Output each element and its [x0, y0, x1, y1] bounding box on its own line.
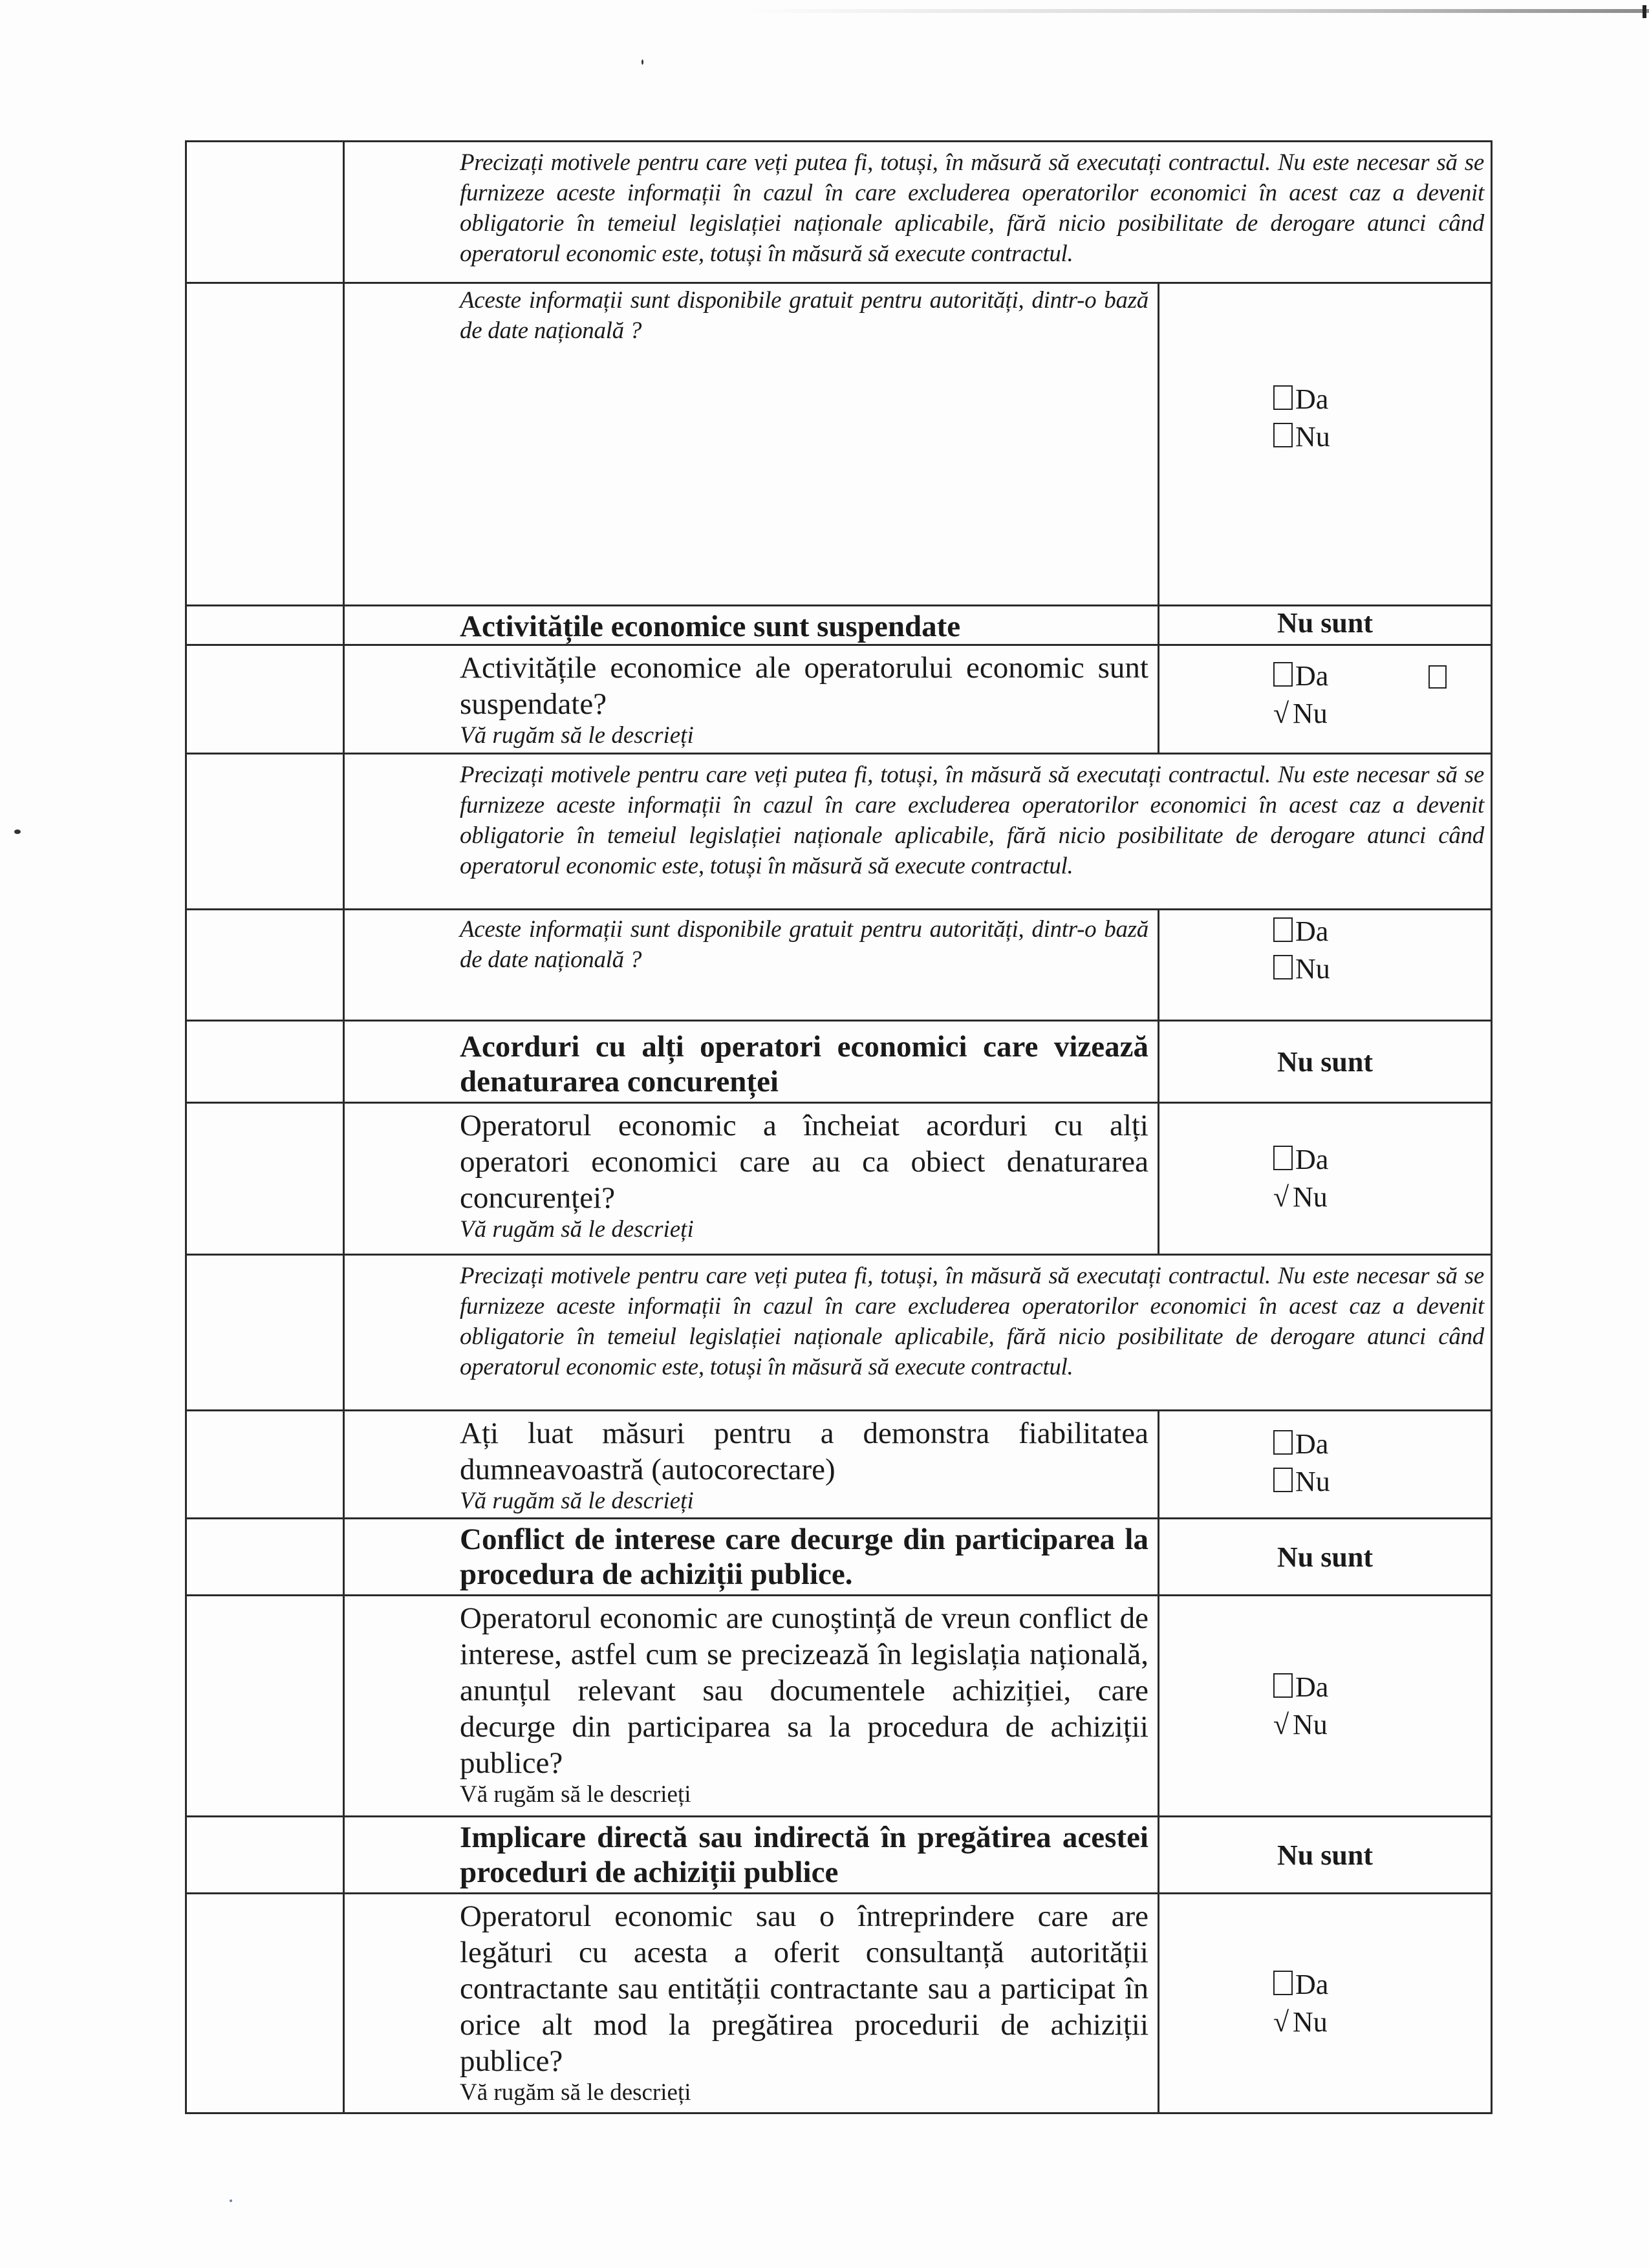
describe-prompt: Vă rugăm să le descrieți	[460, 722, 694, 749]
note-cell	[344, 754, 1492, 910]
answer-cell	[1159, 1411, 1492, 1519]
option-nu[interactable]: √ Nu	[1159, 2004, 1491, 2041]
option-nu[interactable]: √ Nu	[1159, 1706, 1491, 1744]
option-da[interactable]: Da	[1159, 1966, 1491, 2004]
checkbox-icon[interactable]	[1273, 423, 1293, 447]
row-number-cell	[186, 142, 344, 283]
question-cell	[344, 910, 1159, 1021]
section-answer-cell	[1159, 1519, 1492, 1596]
question-text: Operatorul economic are cunoștință de vreun conflict de interese, astfel cum se precizează în legislația națională, anunțul relevant sau documentele achiziției, care decurge din participarea sa la procedura de achiziții publice?	[460, 1601, 1148, 1780]
scan-speck	[14, 829, 21, 834]
question-cell	[344, 1894, 1159, 2113]
question-cell	[344, 1103, 1159, 1255]
checkbox-icon[interactable]	[1273, 1468, 1293, 1492]
option-nu[interactable]: √ Nu	[1159, 1179, 1491, 1216]
note-cell	[344, 142, 1492, 283]
scan-speck	[230, 2199, 232, 2202]
table-row	[186, 606, 1492, 645]
row-number-cell	[186, 1596, 344, 1817]
database-question-text: Aceste informații sunt disponibile gratuit pentru autorități, dintr-o bază de date națională ?	[460, 916, 1148, 973]
checkbox-icon[interactable]	[1273, 385, 1293, 410]
table-row	[186, 1103, 1492, 1255]
table-row	[186, 1021, 1492, 1103]
row-number-cell	[186, 1411, 344, 1519]
checkbox-icon[interactable]	[1273, 1430, 1293, 1455]
question-text: Ați luat măsuri pentru a demonstra fiabilitatea dumneavoastră (autocorectare)	[460, 1417, 1148, 1486]
checkbox-icon[interactable]	[1273, 662, 1293, 687]
checkbox-icon[interactable]	[1273, 1146, 1293, 1170]
database-question-text: Aceste informații sunt disponibile gratuit pentru autorități, dintr-o bază de date națională ?	[460, 287, 1148, 344]
checkmark-icon[interactable]: √	[1273, 698, 1289, 729]
row-number-cell	[186, 754, 344, 910]
extra-checkbox-icon[interactable]	[1428, 665, 1447, 689]
describe-prompt: Vă rugăm să le descrieți	[460, 1216, 694, 1243]
checkbox-icon[interactable]	[1273, 1673, 1293, 1698]
note-text: Precizați motivele pentru care veți putea fi, totuși, în măsură să executați contractul. Nu este necesar să se furnizeze aceste informații în cazul în care excluderea operatorilor economici în acest caz a devenit obligatorie în temeiul legislației naționale aplicabile, fără nicio posibilitate de derogare atunci când operatorul economic este, totuși în măsură să execute contractul.	[460, 762, 1485, 879]
table-row	[186, 1894, 1492, 2113]
checkmark-icon[interactable]: √	[1273, 1708, 1289, 1740]
section-answer: Nu sunt	[1277, 1839, 1373, 1871]
option-da[interactable]: Da	[1159, 913, 1491, 950]
section-heading-cell	[344, 1021, 1159, 1103]
scan-edge-shadow	[744, 9, 1649, 13]
table-row	[186, 1411, 1492, 1519]
note-text: Precizați motivele pentru care veți putea fi, totuși, în măsură să executați contractul. Nu este necesar să se furnizeze aceste informații în cazul în care excluderea operatorilor economici în acest caz a devenit obligatorie în temeiul legislației naționale aplicabile, fără nicio posibilitate de derogare atunci când operatorul economic este, totuși în măsură să execute contractul.	[460, 149, 1485, 267]
answer-cell	[1159, 910, 1492, 1021]
table-row	[186, 1255, 1492, 1411]
table-row	[186, 1817, 1492, 1894]
row-number-cell	[186, 1894, 344, 2113]
answer-cell	[1159, 283, 1492, 606]
question-text: Operatorul economic a încheiat acorduri cu alți operatori economici care au ca obiect denaturarea concurenței?	[460, 1109, 1148, 1215]
table-row	[186, 1596, 1492, 1817]
table-row	[186, 910, 1492, 1021]
row-number-cell	[186, 1103, 344, 1255]
option-da[interactable]: Da	[1159, 1141, 1491, 1179]
describe-prompt: Vă rugăm să le descrieți	[460, 1781, 691, 1808]
section-answer-cell	[1159, 1021, 1492, 1103]
checkmark-icon[interactable]: √	[1273, 1181, 1289, 1213]
checkmark-icon[interactable]: √	[1273, 2006, 1289, 2038]
section-heading: Conflict de interese care decurge din participarea la procedura de achiziții publice.	[460, 1523, 1148, 1591]
option-da[interactable]: Da	[1159, 1669, 1491, 1706]
describe-prompt: Vă rugăm să le descrieți	[460, 2079, 691, 2106]
checkbox-icon[interactable]	[1273, 955, 1293, 979]
option-nu[interactable]: Nu	[1159, 1463, 1491, 1501]
row-number-cell	[186, 606, 344, 645]
section-heading-cell	[344, 1817, 1159, 1894]
row-number-cell	[186, 1519, 344, 1596]
section-answer: Nu sunt	[1277, 607, 1373, 639]
answer-cell	[1159, 1894, 1492, 2113]
option-nu[interactable]: Nu	[1159, 950, 1491, 988]
question-cell	[344, 283, 1159, 606]
answer-cell	[1159, 1596, 1492, 1817]
row-number-cell	[186, 1817, 344, 1894]
checkbox-icon[interactable]	[1273, 1971, 1293, 1995]
describe-prompt: Vă rugăm să le descrieți	[460, 1488, 694, 1514]
question-text: Activitățile economice ale operatorului economic sunt suspendate?	[460, 651, 1148, 721]
table-row	[186, 754, 1492, 910]
answer-cell	[1159, 645, 1492, 754]
question-cell	[344, 645, 1159, 754]
row-number-cell	[186, 1255, 344, 1411]
option-nu[interactable]: √ Nu	[1159, 695, 1491, 733]
scan-speck	[641, 59, 643, 65]
section-heading-cell	[344, 606, 1159, 645]
note-text: Precizați motivele pentru care veți putea fi, totuși, în măsură să executați contractul. Nu este necesar să se furnizeze aceste informații în cazul în care excluderea operatorilor economici în acest caz a devenit obligatorie în temeiul legislației naționale aplicabile, fără nicio posibilitate de derogare atunci când operatorul economic este, totuși în măsură să execute contractul.	[460, 1263, 1485, 1380]
option-nu[interactable]: Nu	[1159, 418, 1491, 456]
row-number-cell	[186, 1021, 344, 1103]
table-row	[186, 645, 1492, 754]
option-da[interactable]: Da	[1159, 381, 1491, 418]
question-cell	[344, 1596, 1159, 1817]
section-answer: Nu sunt	[1277, 1541, 1373, 1573]
section-heading: Activitățile economice sunt suspendate	[460, 610, 961, 643]
note-cell	[344, 1255, 1492, 1411]
question-text: Operatorul economic sau o întreprindere care are legături cu acesta a oferit consultanță autorității contractante sau entității contractante sau a participat în orice alt mod la pregătirea procedurii de achiziții publice?	[460, 1899, 1148, 2078]
section-heading-cell	[344, 1519, 1159, 1596]
option-da[interactable]: Da	[1159, 658, 1491, 695]
row-number-cell	[186, 645, 344, 754]
scan-edge-mark	[1643, 5, 1646, 18]
table-row	[186, 1519, 1492, 1596]
section-answer-cell	[1159, 1817, 1492, 1894]
table-row	[186, 142, 1492, 283]
question-cell	[344, 1411, 1159, 1519]
row-number-cell	[186, 283, 344, 606]
exclusion-criteria-table	[185, 140, 1493, 2114]
section-heading: Acorduri cu alți operatori economici care vizează denaturarea concurenței	[460, 1030, 1148, 1098]
section-heading: Implicare directă sau indirectă în pregătirea acestei proceduri de achiziții publice	[460, 1821, 1148, 1889]
option-da[interactable]: Da	[1159, 1426, 1491, 1463]
section-answer: Nu sunt	[1277, 1045, 1373, 1078]
row-number-cell	[186, 910, 344, 1021]
table-row	[186, 283, 1492, 606]
section-answer-cell	[1159, 606, 1492, 645]
checkbox-icon[interactable]	[1273, 917, 1293, 942]
answer-cell	[1159, 1103, 1492, 1255]
